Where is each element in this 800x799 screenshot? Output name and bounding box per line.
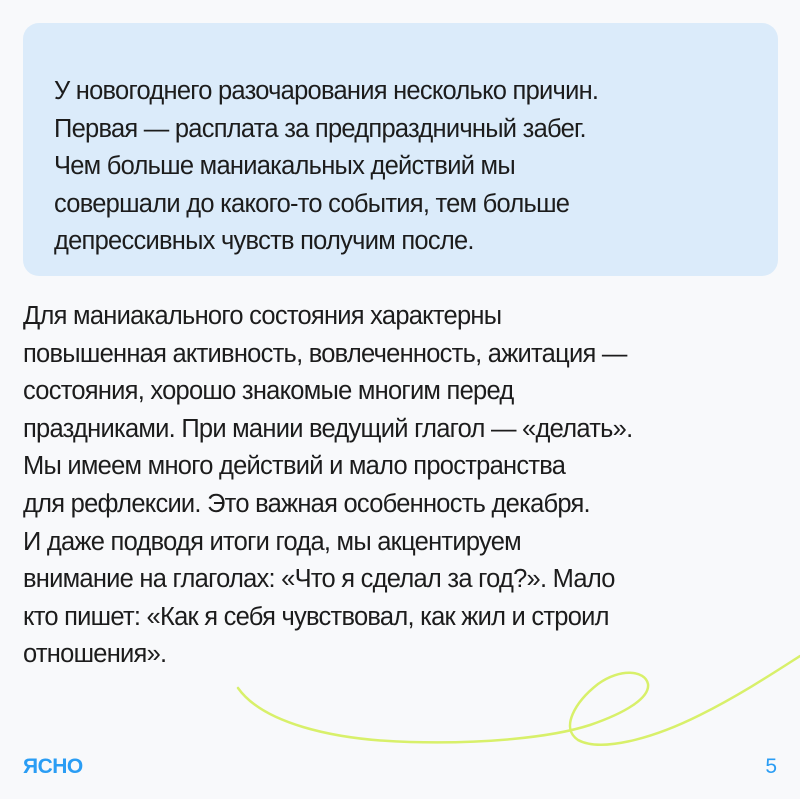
callout-text-line: совершали до какого-то события, тем больше (54, 189, 570, 218)
page-number: 5 (765, 755, 777, 778)
highlight-callout (23, 23, 778, 276)
callout-text-line: У новогоднего разочарования несколько причин. (54, 77, 599, 105)
body-text-line: Для маниакального состояния характерны (23, 302, 502, 330)
body-text-line: состояния, хорошо знакомые многим перед (23, 377, 514, 406)
body-text-line: внимание на глаголах: «Что я сделал за год?». Мало (23, 565, 615, 594)
body-text-line: И даже подводя итоги года, мы акцентируем (23, 527, 521, 556)
body-text-line: для рефлексии. Это важная особенность декабря. (23, 489, 590, 518)
callout-text-line: Первая — расплата за предпраздничный забег. (54, 114, 586, 143)
callout-text-line: депрессивных чувств получим после. (54, 227, 474, 255)
body-text-line: праздниками. При мании ведущий глагол — «делать». (23, 414, 633, 443)
brand-logo: ЯСНО (23, 755, 83, 778)
body-text-line: отношения». (23, 640, 167, 669)
body-text-line: повышенная активность, вовлеченность, ажитация — (23, 339, 627, 368)
body-text-line: Мы имеем много действий и мало пространства (23, 452, 566, 481)
body-paragraph (23, 298, 783, 674)
callout-text-line: Чем больше маниакальных действий мы (54, 152, 515, 180)
body-text-line: кто пишет: «Как я себя чувствовал, как жил и строил (23, 602, 609, 631)
